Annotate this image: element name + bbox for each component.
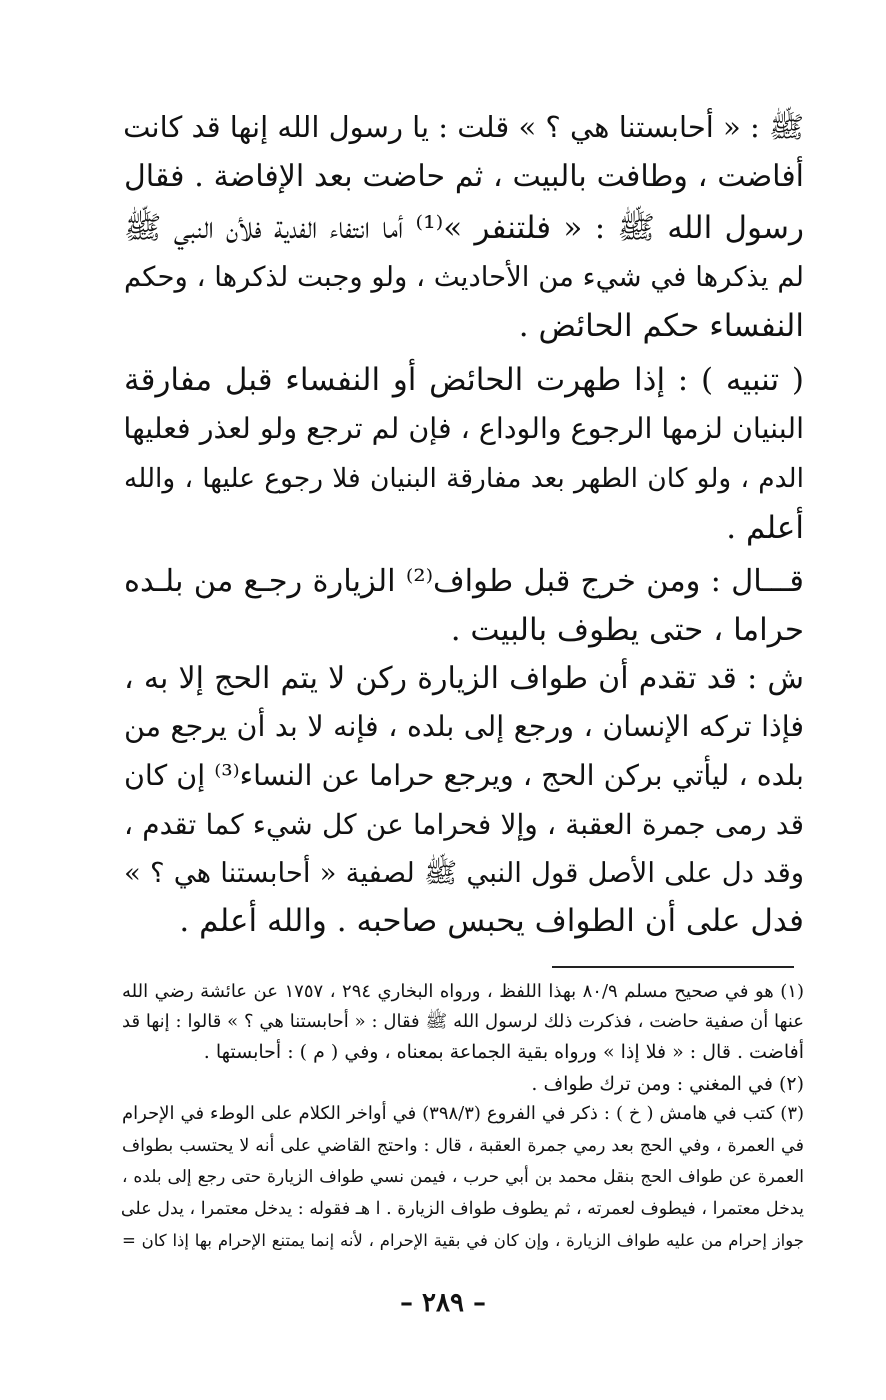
main-text-line: رسول الله ﷺ : « فلتنفر »⁽¹⁾ أما انتفاء الفدية فلأن النبي ﷺ — [124, 210, 805, 246]
main-text-line: حراما ، حتى يطوف بالبيت . — [450, 612, 804, 648]
footnote-line: أفاضت . قال : « فلا إذا » ورواه بقية الجماعة بمعناه ، وفي ( م ) : أحابستها . — [203, 1041, 804, 1063]
footnote-line: (٣) كتب في هامش ( خ ) : ذكر في الفروع (٣٩٨/٣) في أواخر الكلام على الوطء في الإحرام — [122, 1103, 805, 1124]
footnote-line: العمرة عن طواف الحج بنقل محمد بن أبي حرب ، فيمن نسي طواف الزيارة حتى رجع إلى بلده ، — [122, 1167, 804, 1187]
footnote-separator — [552, 966, 794, 968]
main-text-line: بلده ، ليأتي بركن الحج ، ويرجع حراما عن النساء⁽³⁾ إن كان — [124, 759, 804, 792]
main-text-line: أفاضت ، وطافت بالبيت ، ثم حاضت بعد الإفاضة . فقال — [124, 159, 804, 194]
main-text-line: لم يذكرها في شيء من الأحاديث ، ولو وجبت لذكرها ، وحكم — [124, 261, 804, 293]
footnote-line: جواز إحرام من عليه طواف الزيارة ، وإن كان في بقية الإحرام ، لأنه إنما يمتنع الإحرام بها إذا كان = — [122, 1231, 804, 1250]
main-text-line: فدل على أن الطواف يحبس صاحبه . والله أعلم . — [179, 903, 804, 939]
footnote-line: يدخل معتمرا ، فيطوف لعمرته ، ثم يطوف طواف الزيارة . ا هـ فقوله : يدخل معتمرا ، يدل على — [120, 1199, 804, 1219]
main-text-line: فإذا تركه الإنسان ، ورجع إلى بلده ، فإنه لا بد أن يرجع من — [124, 710, 804, 743]
main-text-line: ش : قد تقدم أن طواف الزيارة ركن لا يتم الحج إلا به ، — [124, 661, 804, 696]
main-text-line: أعلم . — [726, 510, 804, 546]
main-text-line: ﷺ : « أحابستنا هي ؟ » قلت : يا رسول الله إنها قد كانت — [123, 110, 804, 144]
page-number: – ٢٨٩ – — [399, 1288, 487, 1318]
footnote-line: في العمرة ، وفي الحج بعد رمي جمرة العقبة ، قال : واحتج القاضي على أنه لا يحتسب بطواف — [122, 1136, 804, 1156]
footnote-line: (٢) في المغني : ومن ترك طواف . — [531, 1073, 804, 1095]
main-text-line: قـــال : ومن خرج قبل طواف⁽²⁾ الزيارة رجـع من بلـده — [124, 564, 804, 599]
footnote-line: (١) هو في صحيح مسلم ٨٠/٩ بهذا اللفظ ، ورواه البخاري ٢٩٤ ، ١٧٥٧ عن عائشة رضي الله — [122, 981, 804, 1002]
main-text-line: ( تنبيه ) : إذا طهرت الحائض أو النفساء قبل مفارقة — [124, 362, 804, 398]
main-text-line: النفساء حكم الحائض . — [518, 308, 804, 344]
main-text-line: قد رمى جمرة العقبة ، وإلا فحراما عن كل شيء كما تقدم ، — [124, 808, 804, 841]
main-text-line: البنيان لزمها الرجوع والوداع ، فإن لم ترجع ولو لعذر فعليها — [123, 412, 804, 445]
footnote-line: عنها أن صفية حاضت ، فذكرت ذلك لرسول الله ﷺ فقال : « أحابستنا هي ؟ » قالوا : إنها قد — [122, 1011, 804, 1032]
main-text-line: وقد دل على الأصل قول النبي ﷺ لصفية « أحابستنا هي ؟ » — [124, 857, 804, 889]
main-text-line: الدم ، ولو كان الطهر بعد مفارقة البنيان فلا رجوع عليها ، والله — [124, 463, 804, 494]
